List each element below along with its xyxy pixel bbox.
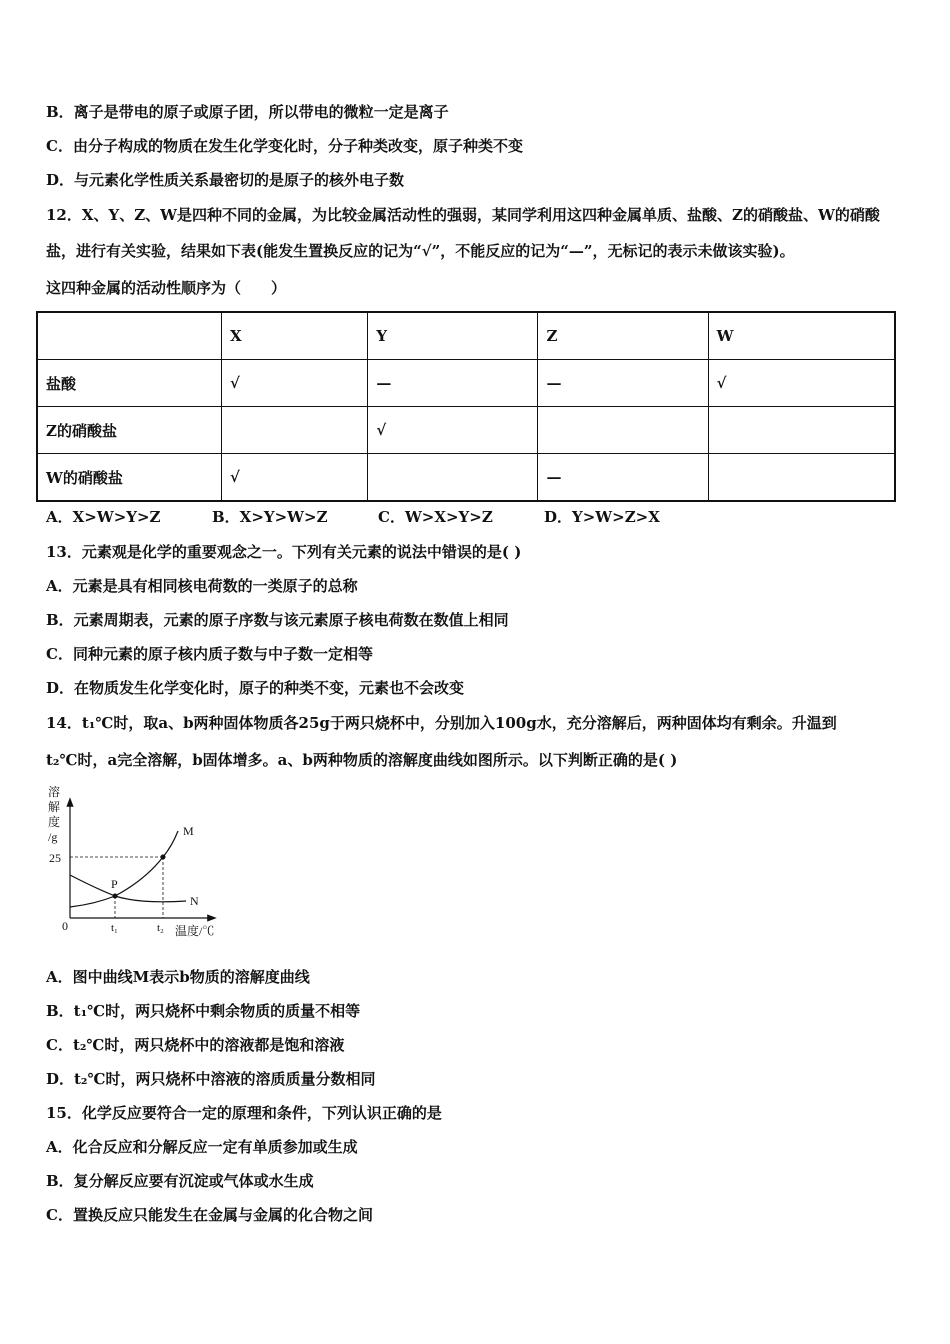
table-cell (538, 407, 708, 454)
table-cell: √ (222, 360, 368, 407)
q15-option-a: A．化合反应和分解反应一定有单质参加或生成 (46, 1138, 358, 1156)
table-cell (708, 407, 895, 454)
solubility-graph (40, 780, 240, 940)
table-cell: √ (222, 454, 368, 502)
q13-option-d: D．在物质发生化学变化时，原子的种类不变，元素也不会改变 (46, 679, 465, 697)
y-tick-25: 25 (49, 851, 61, 865)
point-p (113, 894, 118, 899)
table-cell: W的硝酸盐 (37, 454, 222, 502)
table-cell: X (222, 312, 368, 360)
table-row (37, 454, 895, 502)
table-cell (222, 407, 368, 454)
q14-stem-1: 14．t₁℃时，取a、b两种固体物质各25g于两只烧杯中，分别加入100g水，充分溶解后，两种固体均有剩余。升温到 (46, 714, 837, 732)
q15-option-c: C．置换反应只能发生在金属与金属的化合物之间 (46, 1206, 373, 1224)
table-cell: √ (708, 360, 895, 407)
x-axis-label: 温度/℃ (175, 924, 215, 938)
t1-label: t₁ (111, 922, 118, 934)
y-label-3: 度 (48, 815, 61, 829)
label-m: M (183, 824, 194, 838)
table-cell: √ (368, 407, 538, 454)
q13-option-a: A．元素是具有相同核电荷数的一类原子的总称 (46, 577, 358, 595)
table-cell: — (538, 360, 708, 407)
q14-option-d: D．t₂℃时，两只烧杯中溶液的溶质质量分数相同 (46, 1070, 376, 1088)
table-cell: 盐酸 (37, 360, 222, 407)
q12-options (46, 507, 710, 527)
q14-option-c: C．t₂℃时，两只烧杯中的溶液都是饱和溶液 (46, 1036, 345, 1054)
origin-label: 0 (62, 919, 68, 933)
table-cell (368, 454, 538, 502)
table-cell: W (708, 312, 895, 360)
point-m-t2 (161, 855, 166, 860)
q13-stem: 13．元素观是化学的重要观念之一。下列有关元素的说法中错误的是( ) (46, 543, 522, 561)
q15-option-b: B．复分解反应要有沉淀或气体或水生成 (46, 1172, 314, 1190)
y-label-2: 解 (48, 800, 61, 814)
table-cell: Y (368, 312, 538, 360)
q14-option-a: A．图中曲线M表示b物质的溶解度曲线 (46, 968, 310, 986)
table-cell (708, 454, 895, 502)
q13-option-c: C．同种元素的原子核内质子数与中子数一定相等 (46, 645, 373, 663)
q12-option-b: B．X>Y>W>Z (212, 508, 328, 526)
y-label-1: 溶 (48, 785, 61, 799)
q13-option-b: B．元素周期表，元素的原子序数与该元素原子核电荷数在数值上相同 (46, 611, 509, 629)
q15-stem: 15．化学反应要符合一定的原理和条件，下列认识正确的是 (46, 1104, 442, 1122)
label-p: P (111, 877, 118, 891)
table-row (37, 360, 895, 407)
table-cell: — (538, 454, 708, 502)
q12-option-c: C．W>X>Y>Z (378, 508, 493, 526)
table-row (37, 407, 895, 454)
y-label-4: /g (48, 830, 58, 844)
q12-option-a: A．X>W>Y>Z (46, 508, 161, 526)
q12-stem-1: 12．X、Y、Z、W是四种不同的金属，为比较金属活动性的强弱，某同学利用这四种金属单质、盐酸、Z的硝酸盐、W的硝酸 (46, 206, 880, 224)
table-cell (37, 312, 222, 360)
label-n: N (190, 894, 199, 908)
q12-stem-2: 盐，进行有关实验，结果如下表(能发生置换反应的记为“√”，不能反应的记为“—”，无标记的表示未做该实验)。 (46, 242, 795, 260)
table-cell: Z的硝酸盐 (37, 407, 222, 454)
experiment-table (36, 311, 896, 502)
table-cell: Z (538, 312, 708, 360)
q11-option-c: C．由分子构成的物质在发生化学变化时，分子种类改变，原子种类不变 (46, 137, 523, 155)
q14-stem-2: t₂℃时，a完全溶解，b固体增多。a、b两种物质的溶解度曲线如图所示。以下判断正确的是( ) (46, 751, 678, 769)
q14-option-b: B．t₁℃时，两只烧杯中剩余物质的质量不相等 (46, 1002, 361, 1020)
table-header-row (37, 312, 895, 360)
q11-option-b: B．离子是带电的原子或原子团，所以带电的微粒一定是离子 (46, 103, 449, 121)
q12-option-d: D．Y>W>Z>X (544, 508, 660, 526)
t2-label: t₂ (157, 922, 164, 934)
table-cell: — (368, 360, 538, 407)
q11-option-d: D．与元素化学性质关系最密切的是原子的核外电子数 (46, 171, 405, 189)
q12-stem-3: 这四种金属的活动性顺序为（ ） (46, 279, 287, 297)
curve-m (70, 831, 178, 907)
